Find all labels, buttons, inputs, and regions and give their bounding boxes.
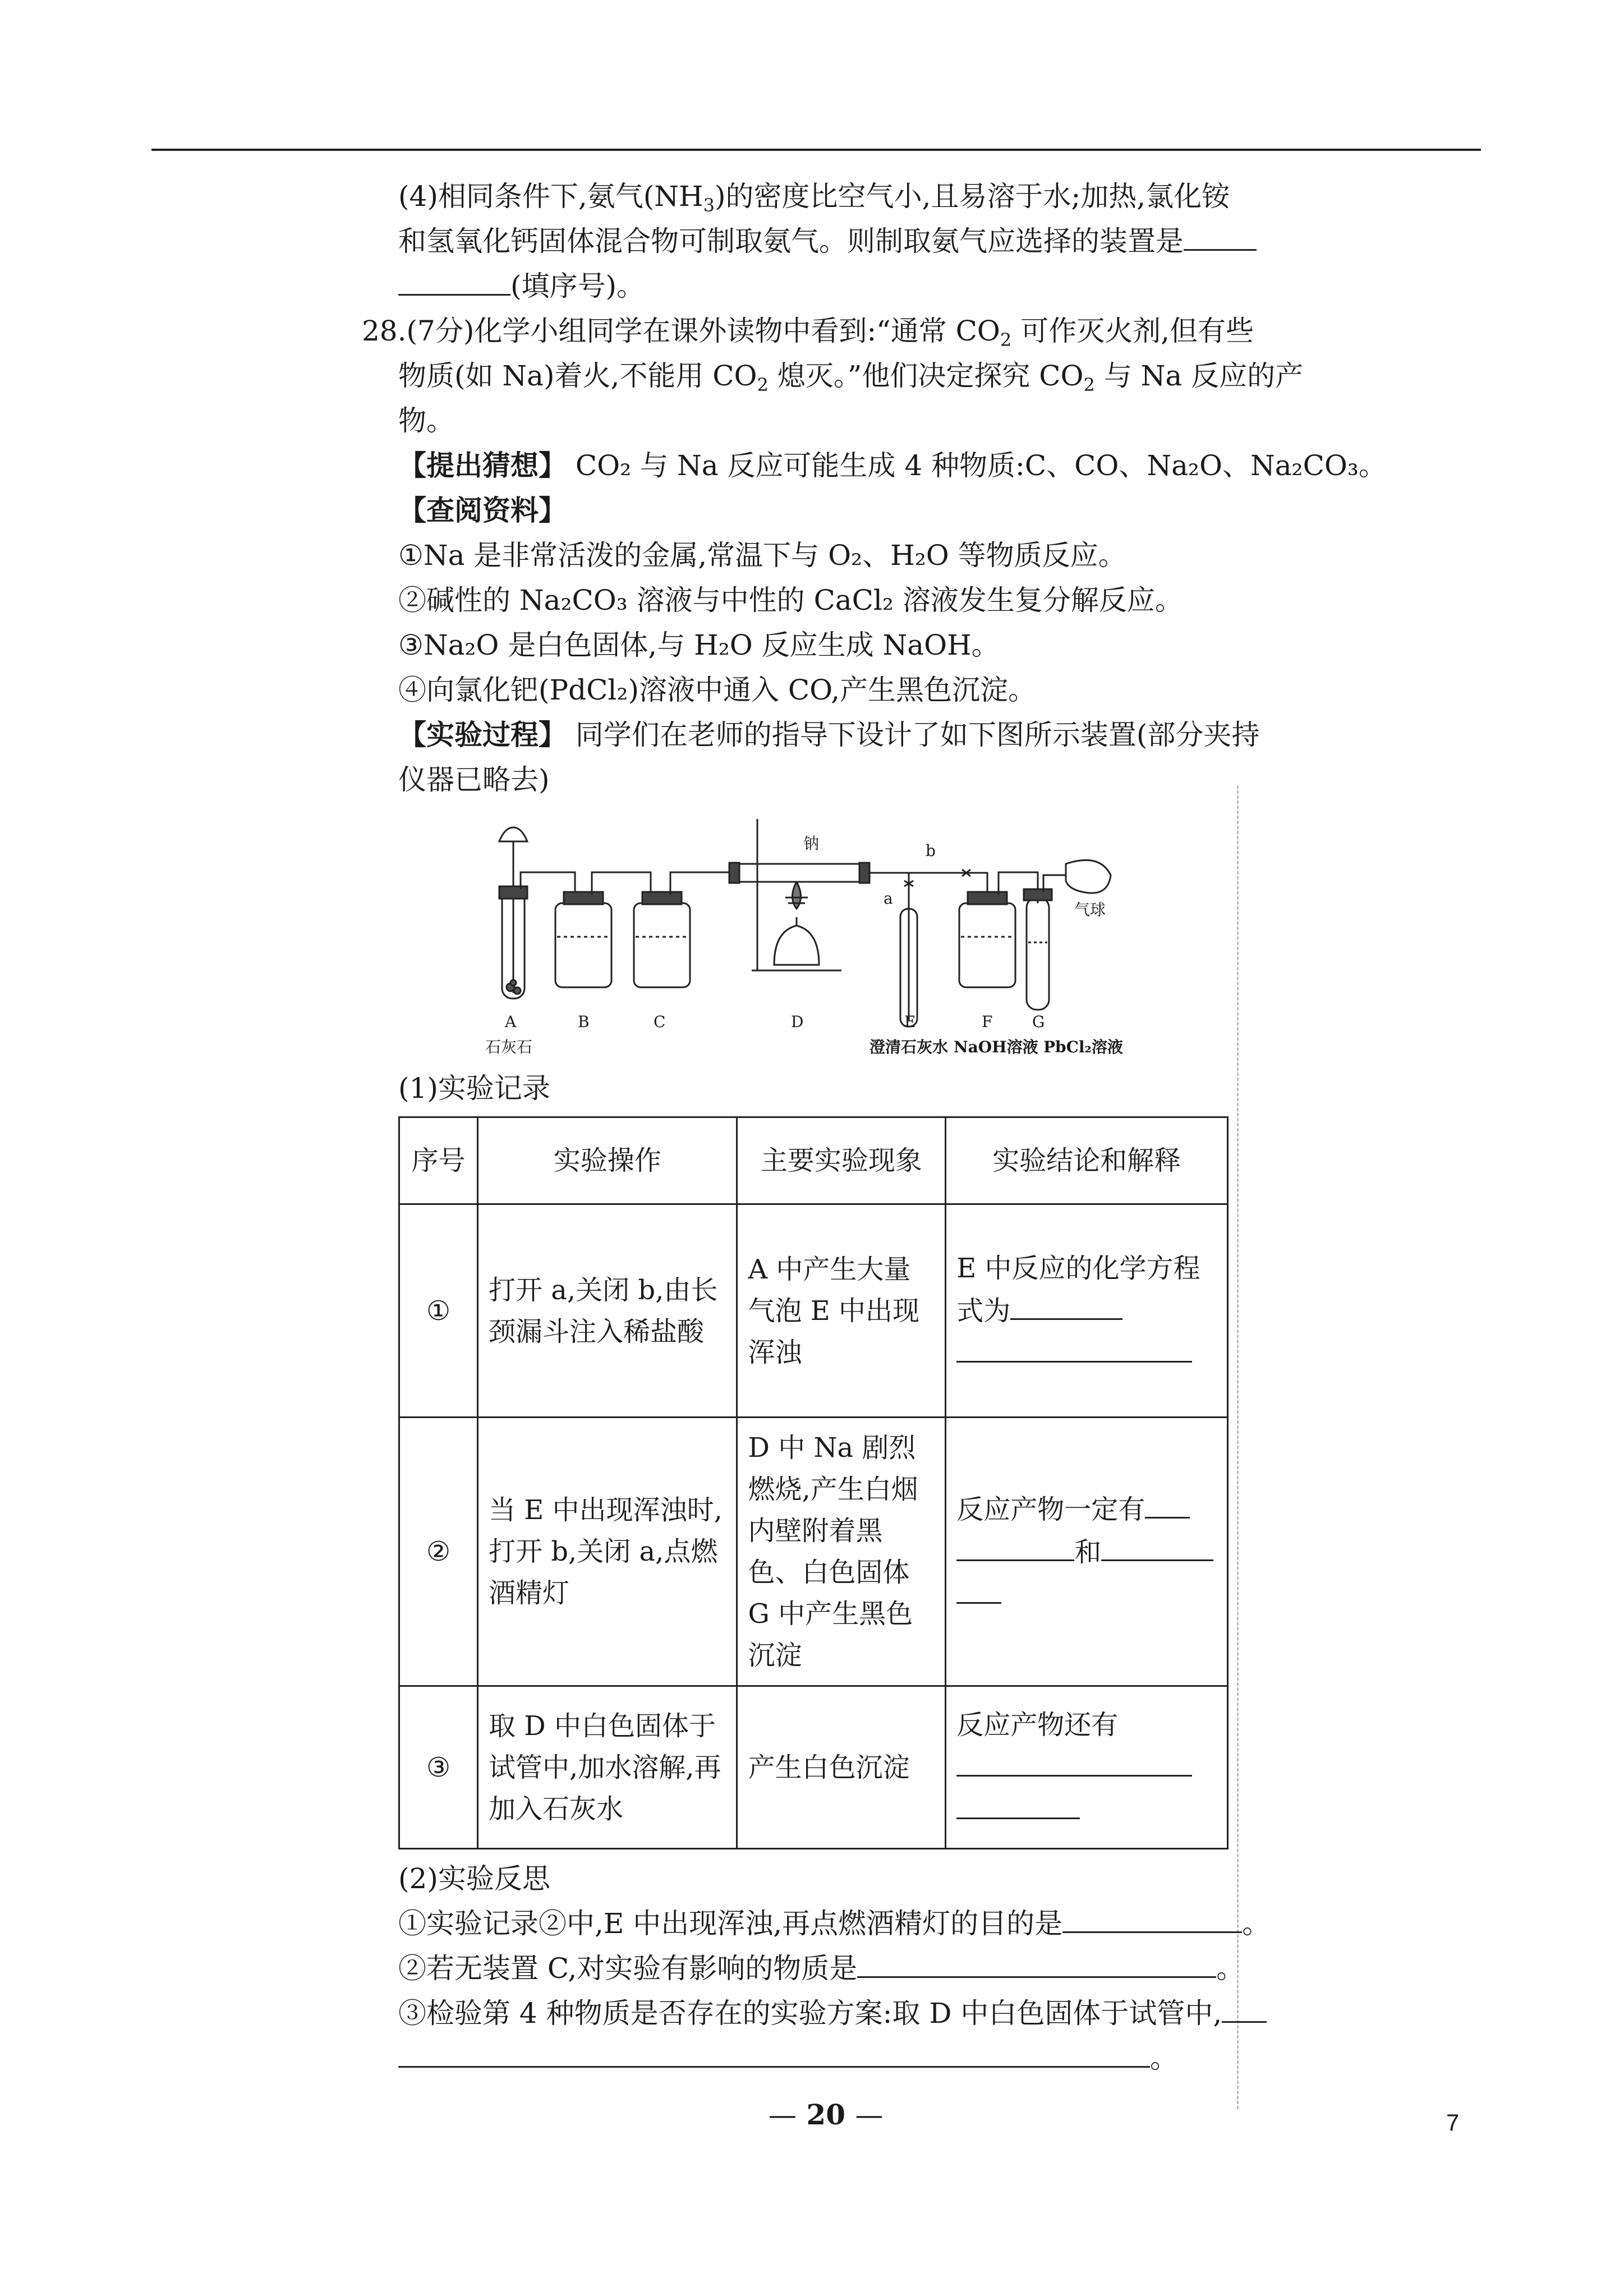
table-row xyxy=(399,1418,1228,1686)
row-operation: 打开 a,关闭 b,由长颈漏斗注入稀盐酸 xyxy=(478,1204,737,1418)
record-title: (1)实验记录 xyxy=(398,1072,550,1105)
label-A-reagent: 石灰石 xyxy=(485,1038,533,1056)
label-E-reagent: 澄清石灰水 xyxy=(869,1038,949,1056)
q4-line-3: (填序号)。 xyxy=(398,264,1240,309)
label-balloon: 气球 xyxy=(1074,900,1106,919)
header-operation: 实验操作 xyxy=(478,1117,737,1204)
q28-intro-3: 物。 xyxy=(398,404,454,437)
top-rule xyxy=(151,149,1481,151)
row-conclusion: 反应产物还有 xyxy=(946,1686,1228,1849)
answer-blank[interactable] xyxy=(1010,1289,1122,1320)
answer-blank[interactable] xyxy=(857,1947,1216,1978)
ref-item-2: ②碱性的 Na₂CO₃ 溶液与中性的 CaCl₂ 溶液发生复分解反应。 xyxy=(398,584,1183,616)
reflect-item-2: ②若无装置 C,对实验有影响的物质是 。 xyxy=(398,1946,1240,1991)
corner-page-number: 7 xyxy=(1446,2109,1460,2136)
apparatus-diagram xyxy=(482,819,1156,1055)
row-phenomenon: D 中 Na 剧烈燃烧,产生白烟内壁附着黑色、白色固体 G 中产生黑色沉淀 xyxy=(737,1418,946,1686)
answer-blank[interactable] xyxy=(1145,1488,1190,1519)
guess-text: CO₂ 与 Na 反应可能生成 4 种物质:C、CO、Na₂O、Na₂CO₃。 xyxy=(567,449,1387,482)
row-operation: 取 D 中白色固体于试管中,加水溶解,再加入石灰水 xyxy=(478,1686,737,1849)
label-G-reagent: PbCl₂溶液 xyxy=(1043,1038,1123,1056)
answer-blank[interactable] xyxy=(956,1332,1192,1363)
proc-line-2: 仪器已略去) xyxy=(398,763,550,796)
table-row xyxy=(399,1686,1228,1849)
header-conclusion: 实验结论和解释 xyxy=(946,1117,1228,1204)
label-F-reagent: NaOH溶液 xyxy=(954,1038,1038,1056)
ref-item-4: ④向氯化钯(PdCl₂)溶液中通入 CO,产生黑色沉淀。 xyxy=(398,674,1037,706)
reflect-item-3-cont: 。 xyxy=(398,2036,1240,2081)
proc-line-1: 【实验过程】 同学们在老师的指导下设计了如下图所示装置(部分夹持 xyxy=(398,718,1260,751)
answer-blank[interactable] xyxy=(1222,1992,1267,2023)
answer-blank[interactable] xyxy=(956,1788,1080,1819)
reflect-title: (2)实验反思 xyxy=(398,1862,550,1895)
label-E: E xyxy=(904,1013,916,1031)
answer-blank[interactable] xyxy=(398,265,510,296)
table-header-row xyxy=(399,1117,1228,1204)
row-no: ② xyxy=(399,1418,478,1686)
header-phenomenon: 主要实验现象 xyxy=(737,1117,946,1204)
answer-blank[interactable] xyxy=(1101,1530,1213,1561)
label-B: B xyxy=(578,1013,590,1031)
label-C: C xyxy=(654,1013,666,1031)
label-valve-a: a xyxy=(884,889,893,908)
header-no: 序号 xyxy=(399,1117,478,1204)
ref-label: 【查阅资料】 xyxy=(398,494,567,527)
table-row xyxy=(399,1204,1228,1418)
label-valve-b: b xyxy=(926,841,936,860)
experiment-record-table xyxy=(398,1116,1229,1849)
page-number: — 20 — xyxy=(769,2098,884,2131)
row-phenomenon: A 中产生大量气泡 E 中出现浑浊 xyxy=(737,1204,946,1418)
reflect-item-3: ③检验第 4 种物质是否存在的实验方案:取 D 中白色固体于试管中, xyxy=(398,1991,1240,2036)
answer-blank[interactable] xyxy=(1062,1902,1242,1933)
row-conclusion: 反应产物一定有 和 xyxy=(946,1418,1228,1686)
guess-label: 【提出猜想】 xyxy=(398,449,567,482)
page-content xyxy=(362,174,1387,2081)
row-no: ③ xyxy=(399,1686,478,1849)
q28-intro-1: 28.(7分)化学小组同学在课外读物中看到:“通常 $CO_2$ 可作灭火剂,但有些 xyxy=(362,315,1254,351)
q28-intro-2: 物质(如 Na)着火,不能用 $CO_2$ 熄灭。”他们决定探究 $CO_2$ 与 Na 反应的产 xyxy=(398,360,1304,395)
answer-blank[interactable] xyxy=(1184,220,1257,251)
reflect-item-1: ①实验记录②中,E 中出现浑浊,再点燃酒精灯的目的是 。 xyxy=(398,1901,1240,1946)
q4-line-1: (4)相同条件下,氨气$(NH_3)$的密度比空气小,且易溶于水;加热,氯化铵 xyxy=(398,180,1230,216)
label-G: G xyxy=(1032,1013,1045,1031)
row-phenomenon: 产生白色沉淀 xyxy=(737,1686,946,1849)
row-conclusion: E 中反应的化学方程式为 xyxy=(946,1204,1228,1418)
label-A: A xyxy=(505,1013,517,1031)
label-D: D xyxy=(791,1013,804,1031)
answer-blank[interactable] xyxy=(398,2037,1150,2068)
row-operation: 当 E 中出现浑浊时,打开 b,关闭 a,点燃酒精灯 xyxy=(478,1418,737,1686)
guess-line xyxy=(398,443,1387,488)
label-F: F xyxy=(982,1013,993,1031)
answer-blank[interactable] xyxy=(956,1530,1074,1561)
ref-item-3: ③Na₂O 是白色固体,与 H₂O 反应生成 NaOH。 xyxy=(398,629,1000,661)
answer-blank[interactable] xyxy=(956,1746,1192,1777)
label-sodium: 钠 xyxy=(803,834,820,853)
q4-line-2: 和氢氧化钙固体混合物可制取氨气。则制取氨气应选择的装置是 xyxy=(398,219,1240,264)
row-no: ① xyxy=(399,1204,478,1418)
ref-item-1: ①Na 是非常活泼的金属,常温下与 O₂、H₂O 等物质反应。 xyxy=(398,539,1126,572)
answer-blank[interactable] xyxy=(956,1573,1001,1604)
